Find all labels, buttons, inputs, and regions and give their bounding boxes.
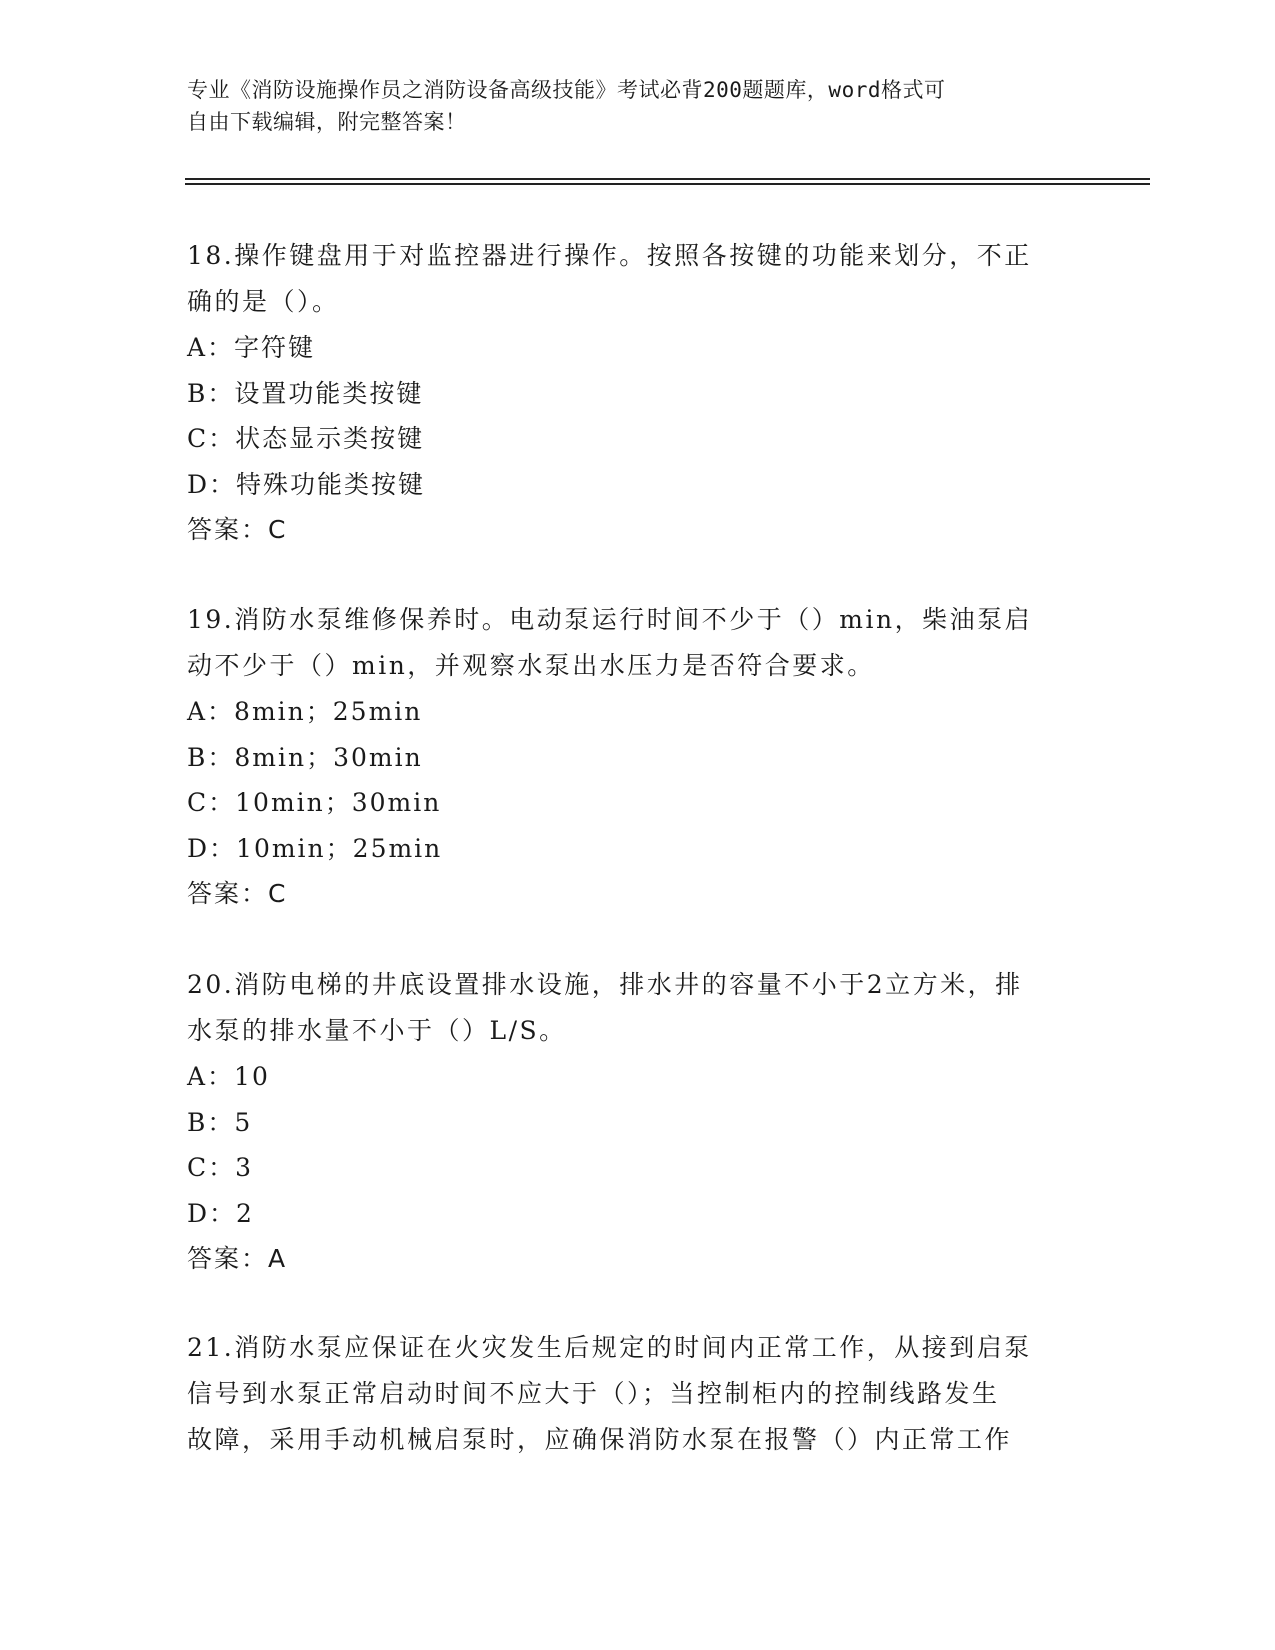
question-text-line: 水泵的排水量不小于（）L/S。 (187, 1016, 567, 1045)
option-b: B：8min；30min (187, 742, 423, 772)
option-d: D：2 (187, 1198, 254, 1228)
option-b: B：5 (187, 1107, 253, 1137)
option-d: D：10min；25min (187, 833, 443, 863)
header-divider-top (185, 178, 1150, 180)
answer-line: 答案：C (187, 515, 288, 544)
answer-line: 答案：A (187, 1244, 288, 1273)
question-19 (187, 597, 1067, 917)
question-text-line: 20.消防电梯的井底设置排水设施，排水井的容量不小于2立方米，排 (187, 970, 1023, 999)
header-line-1: 专业《消防设施操作员之消防设备高级技能》考试必背200题题库，word格式可 (187, 78, 946, 102)
option-d: D：特殊功能类按键 (187, 469, 426, 499)
question-text-line: 21.消防水泵应保证在火灾发生后规定的时间内正常工作，从接到启泵 (187, 1333, 1032, 1362)
option-c: C：10min；30min (187, 788, 442, 817)
question-21 (187, 1325, 1067, 1463)
question-text-line: 动不少于（）min，并观察水泵出水压力是否符合要求。 (187, 651, 875, 680)
question-text-line: 故障，采用手动机械启泵时，应确保消防水泵在报警（）内正常工作 (187, 1425, 1013, 1454)
option-a: A：10 (187, 1062, 270, 1091)
question-text-line: 确的是（）。 (187, 287, 340, 316)
question-18 (187, 233, 1067, 553)
question-text-line: 19.消防水泵维修保养时。电动泵运行时间不少于（）min，柴油泵启 (187, 605, 1033, 634)
question-text-line: 信号到水泵正常启动时间不应大于（）；当控制柜内的控制线路发生 (187, 1379, 1000, 1408)
header-divider-bottom (185, 183, 1150, 185)
answer-line: 答案：C (187, 879, 288, 908)
option-c: C：状态显示类按键 (187, 424, 425, 453)
header-line-2: 自由下载编辑，附完整答案！ (187, 110, 467, 134)
option-b: B：设置功能类按键 (187, 378, 424, 408)
question-20 (187, 962, 1067, 1282)
document-header (187, 74, 1067, 138)
option-c: C：3 (187, 1153, 254, 1182)
question-text-line: 18.操作键盘用于对监控器进行操作。按照各按键的功能来划分，不正 (187, 241, 1032, 270)
option-a: A：8min；25min (187, 697, 423, 726)
option-a: A：字符键 (187, 333, 316, 362)
